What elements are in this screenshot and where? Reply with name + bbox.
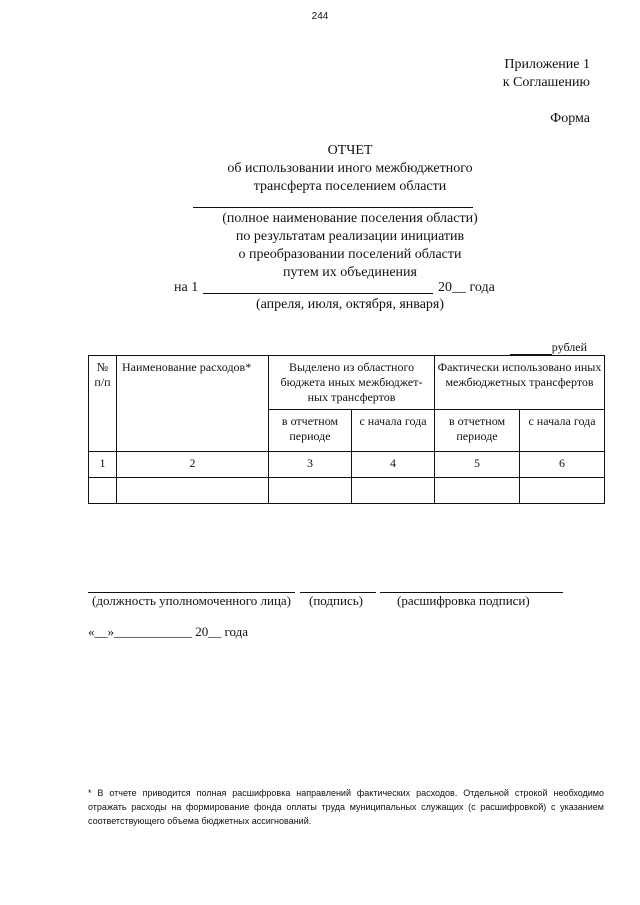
header-allocated: Выделено из областного бюджета иных межбюджет-ных трансфертов <box>269 356 435 410</box>
header-ytd-allocated: с начала года <box>352 410 435 452</box>
appendix-line2: к Соглашению <box>502 75 590 90</box>
title-line2: об использовании иного межбюджетного <box>227 161 473 176</box>
table-cell <box>520 478 605 504</box>
title-line3: трансферта поселением области <box>253 179 447 194</box>
date-months-note: (апреля, июля, октября, января) <box>255 297 445 312</box>
appendix-line1: Приложение 1 <box>504 57 590 72</box>
header-num: № п/п <box>89 356 117 452</box>
signing-date: «__»____________ 20__ года <box>88 624 249 639</box>
report-subtitle <box>140 210 560 282</box>
header-period-used: в отчетном периоде <box>435 410 520 452</box>
settlement-name-line <box>193 207 473 208</box>
col-num-6: 6 <box>520 452 605 478</box>
header-name: Наименование расходов* <box>117 356 269 452</box>
subtitle-line2: по результатам реализации инициатив <box>235 229 465 244</box>
col-num-1: 1 <box>89 452 117 478</box>
column-number-row <box>89 452 605 478</box>
page-number: 244 <box>311 11 329 22</box>
header-row-1 <box>89 356 605 410</box>
subtitle-line1: (полное наименование поселения области) <box>222 211 478 226</box>
currency-label <box>510 340 587 355</box>
decoding-label: (расшифровка подписи) <box>397 593 530 608</box>
position-label: (должность уполномоченного лица) <box>92 593 292 608</box>
empty-data-row <box>89 478 605 504</box>
report-table <box>88 355 605 504</box>
header-ytd-used: с начала года <box>520 410 605 452</box>
header-period-allocated: в отчетном периоде <box>269 410 352 452</box>
col-num-2: 2 <box>117 452 269 478</box>
col-num-3: 3 <box>269 452 352 478</box>
header-used: Фактически использовано иных межбюджетных трансфертов <box>435 356 605 410</box>
table-cell <box>269 478 352 504</box>
appendix-header <box>503 56 590 92</box>
table-cell <box>435 478 520 504</box>
report-title <box>150 142 550 196</box>
col-num-5: 5 <box>435 452 520 478</box>
form-label: Форма <box>550 111 590 126</box>
date-year: 20__ года <box>438 280 495 295</box>
subtitle-line4: путем их объединения <box>283 265 417 280</box>
table-cell <box>117 478 269 504</box>
title-line1: ОТЧЕТ <box>327 143 373 158</box>
signature-label: (подпись) <box>309 593 363 608</box>
table-cell <box>89 478 117 504</box>
subtitle-line3: о преобразовании поселений области <box>238 247 462 262</box>
date-month-line <box>203 293 433 294</box>
col-num-4: 4 <box>352 452 435 478</box>
currency-text: рублей <box>551 340 587 354</box>
date-prefix: на 1 <box>174 280 199 295</box>
footnote: * В отчете приводится полная расшифровка направлений фактических расходов. Отдельной строкой необходимо отражать расходы на формирование фонда оплаты труда муниципальных служащих (с расшифровкой) с указанием соответствующего объема бюджетных ассигнований. <box>88 788 604 826</box>
table-cell <box>352 478 435 504</box>
